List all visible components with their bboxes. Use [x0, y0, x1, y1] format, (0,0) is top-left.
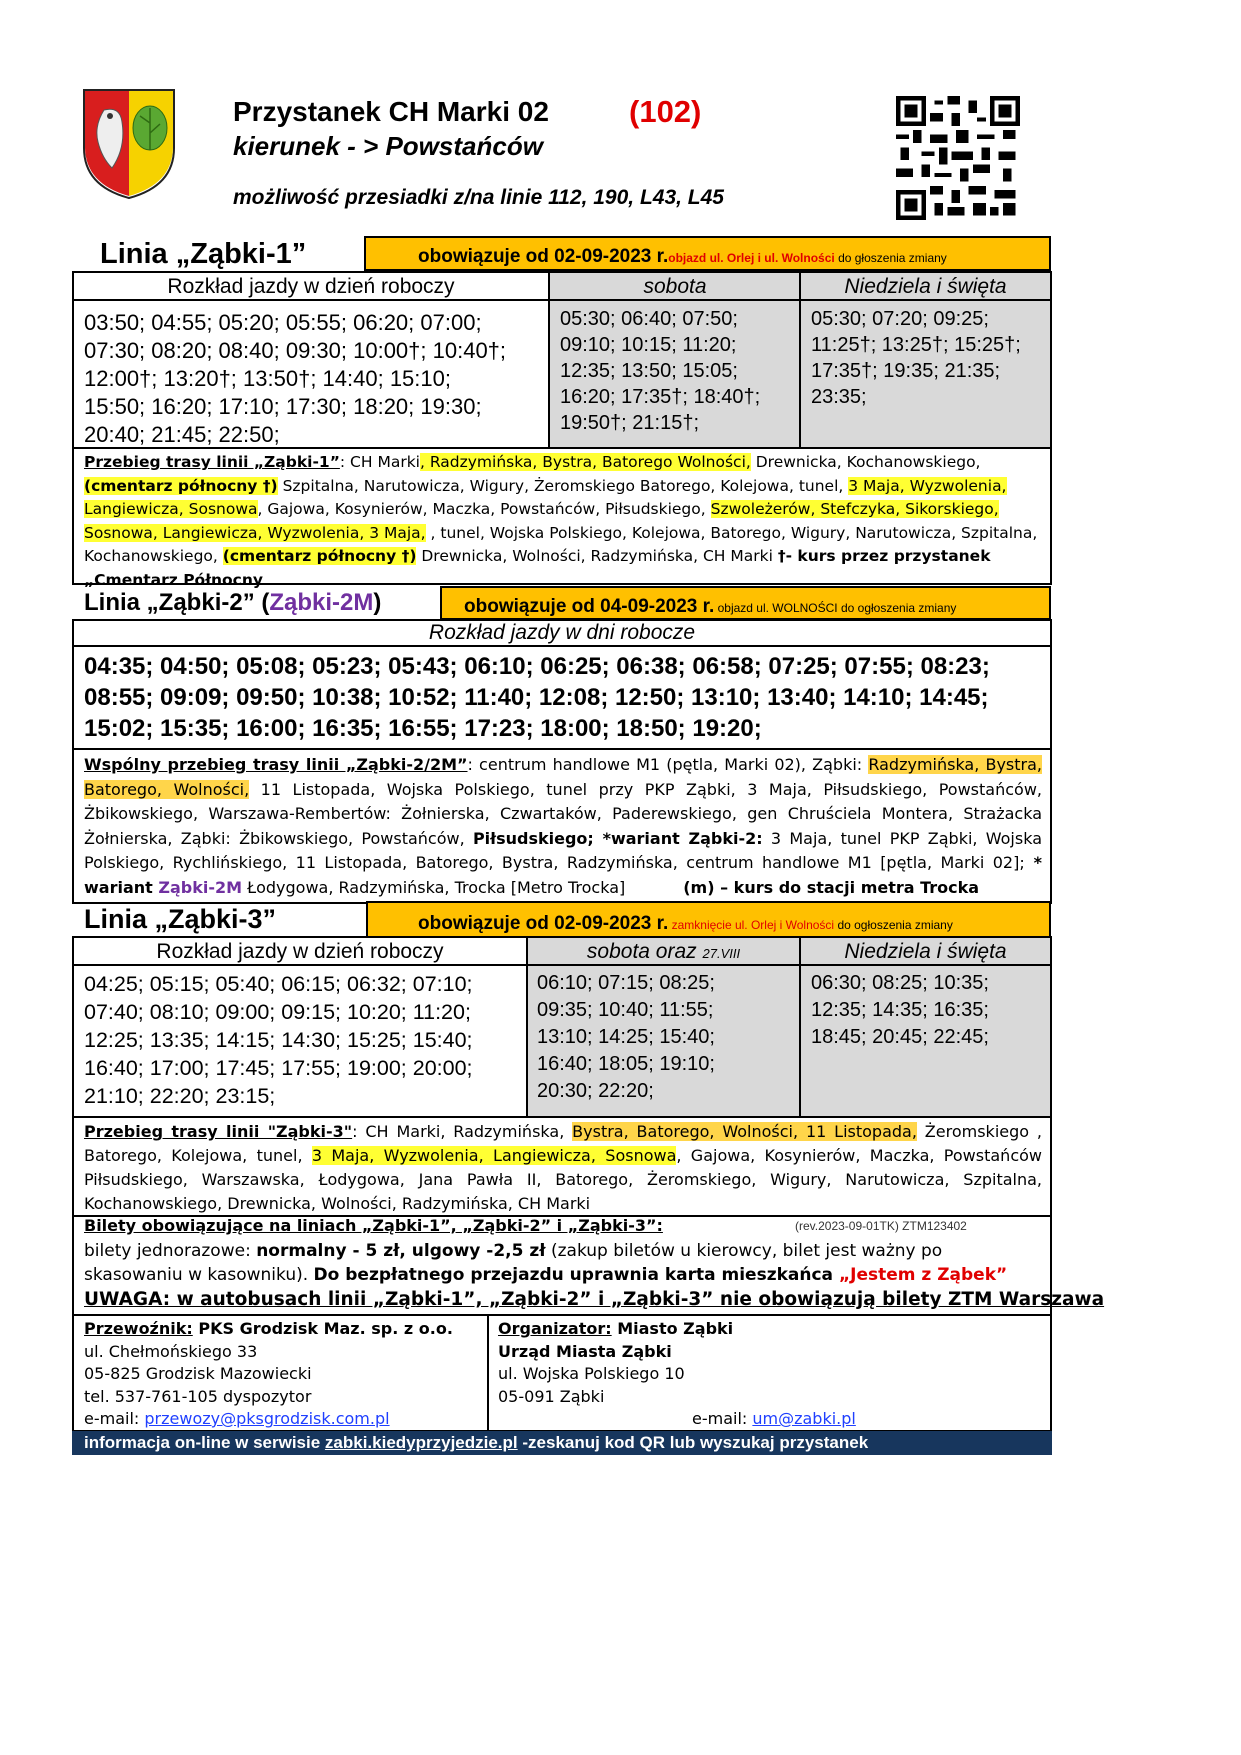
- times-row: 06:10; 07:15; 08:25;: [537, 972, 715, 994]
- times-row: 07:30; 08:20; 08:40; 09:30; 10:00†; 10:40†;: [84, 338, 507, 363]
- line3-weekday-header: Rozkład jazdy w dzień roboczy: [156, 940, 444, 963]
- route-text: Szpitalna, Narutowicza, Wigury, Żeromskiego Batorego, Kolejowa, tunel,: [277, 476, 849, 495]
- route-footnote: †- kurs przez przystanek „Cmentarz Północny: [84, 547, 991, 589]
- line2-times: [84, 651, 990, 744]
- online-service-link[interactable]: zabki.kiedyprzyjedzie.pl: [324, 1433, 518, 1452]
- coat-of-arms-logo: [82, 88, 176, 200]
- footer-text: informacja on-line w serwisie: [84, 1433, 325, 1452]
- line1-validity-banner: [364, 236, 1051, 271]
- times-row: 18:45; 20:45; 22:45;: [811, 1026, 989, 1048]
- route-text: Drewnicka, Kochanowskiego,: [750, 453, 981, 471]
- line3-valid-tail: do ogłoszenia zmiany: [834, 918, 953, 932]
- tickets-warning: UWAGA: w autobusach linii „Ząbki-1”, „Ząbki-2” i „Ząbki-3” nie obowiązują bilety ZTM Warszawa: [84, 1289, 1105, 1310]
- line2-weekday-header: [74, 621, 1050, 645]
- route-variant-name: Ząbki-2M: [158, 877, 243, 897]
- line2-valid-tail: objazd ul. WOLNOŚCI do ogłoszenia zmiany: [714, 601, 957, 615]
- tickets-text: bilety jednorazowe:: [84, 1241, 257, 1261]
- stop-title: Przystanek CH Marki 02: [233, 96, 549, 127]
- route-text: , Gajowa, Kosynierów, Maczka, Powstańców, Piłsudskiego,: [257, 500, 711, 518]
- line2-weekday-label: Rozkład jazdy w dni robocze: [428, 621, 696, 644]
- route-highlight: , Radzymińska, Bystra, Batorego Wolności,: [419, 453, 751, 471]
- times-row: 15:50; 16:20; 17:10; 17:30; 18:20; 19:30;: [84, 394, 482, 419]
- times-row: 12:35; 14:35; 16:35;: [811, 999, 989, 1021]
- route-text: : centrum handlowe M1 (pętla, Marki 02), Ząbki:: [467, 755, 869, 774]
- line1-saturday-times: [560, 306, 760, 436]
- line2-valid-date: obowiązuje od 04-09-2023: [464, 596, 703, 617]
- carrier-label: Przewoźnik:: [84, 1319, 193, 1338]
- line3-sunday-header: [801, 940, 1050, 964]
- route-highlight: Radzymińska, Bystra, Batorego, Wolności,: [84, 755, 1042, 799]
- direction: kierunek - > Powstańców: [233, 131, 543, 161]
- tickets-heading: Bilety obowiązujące na liniach „Ząbki-1”, „Ząbki-2” i „Ząbki-3”:: [84, 1216, 663, 1235]
- line2-route-label: Wspólny przebieg trasy linii „Ząbki-2/2M”: [84, 755, 468, 774]
- line1-saturday-header: [550, 275, 800, 299]
- line3-saturday-label: sobota oraz: [586, 940, 703, 963]
- times-row: 12:00†; 13:20†; 13:50†; 14:40; 15:10;: [84, 366, 451, 391]
- times-row: 08:55; 09:09; 09:50; 10:38; 10:52; 11:40; 12:08; 12:50; 13:10; 13:40; 14:10; 14:45;: [84, 684, 989, 711]
- times-row: 03:50; 04:55; 05:20; 05:55; 06:20; 07:00;: [84, 310, 482, 335]
- line1-sunday-header: [801, 275, 1050, 299]
- organizer-email-link[interactable]: um@zabki.pl: [752, 1409, 856, 1428]
- organizer-label: Organizator:: [498, 1319, 612, 1338]
- route-highlight: (cmentarz północny †): [84, 476, 278, 495]
- transfer-info: możliwość przesiadki z/na linie 112, 190, L43, L45: [233, 186, 724, 209]
- line1-sunday-label: Niedziela i święta: [844, 275, 1007, 298]
- times-row: 09:35; 10:40; 11:55;: [537, 999, 714, 1021]
- route-text: Drewnicka, Wolności, Radzymińska, CH Marki: [416, 547, 778, 565]
- route-text: 11 Listopada, Wojska Polskiego, tunel przy PKP Ząbki, 3 Maja, Piłsudskiego, Powstańców, Żbikowskiego, Warszawa-Rembertów: Żołnierska, Czwartaków, Paderewskiego, gen Chruściela Montera, Strażacka Żołnierska, Ząbki: Żbikowskiego, Powstańców,: [84, 779, 1042, 848]
- carrier-phone: tel. 537-761-105 dyspozytor: [84, 1386, 312, 1406]
- carrier-email-label: e-mail:: [84, 1409, 145, 1428]
- line3-valid-date: obowiązuje od 02-09-2023: [418, 913, 657, 934]
- online-info-bar: [72, 1431, 1052, 1455]
- line2-title: [84, 589, 381, 617]
- route-text: , tunel, Wojska Polskiego, Kolejowa, Batorego, Wigury, Narutowicza, Szpitalna, Kochanowskiego,: [84, 523, 1038, 565]
- line3-valid-r: r.: [656, 913, 669, 934]
- organizer-city: 05-091 Ząbki: [498, 1386, 605, 1406]
- line3-sunday-label: Niedziela i święta: [844, 940, 1007, 963]
- times-row: 05:30; 07:20; 09:25;: [811, 308, 989, 330]
- organizer-name: Miasto Ząbki: [611, 1319, 734, 1338]
- times-row: 11:25†; 13:25†; 15:25†;: [811, 334, 1021, 356]
- route-variant: Piłsudskiego; *wariant Ząbki-2:: [472, 828, 763, 848]
- times-row: 04:25; 05:15; 05:40; 06:15; 06:32; 07:10;: [84, 972, 473, 996]
- carrier-info: [84, 1318, 453, 1431]
- carrier-name: PKS Grodzisk Maz. sp. z o.o.: [192, 1319, 453, 1338]
- line1-weekday-header: Rozkład jazdy w dzień roboczy: [167, 275, 455, 298]
- route-text: Łodygowa, Radzymińska, Trocka [Metro Trocka]: [242, 877, 626, 897]
- carrier-email-link[interactable]: przewozy@pksgrodzisk.com.pl: [144, 1409, 390, 1428]
- line3-route: [84, 1120, 1042, 1216]
- stop-code: (102): [629, 94, 702, 129]
- times-row: 16:40; 18:05; 19:10;: [537, 1053, 715, 1075]
- times-row: 19:50†; 21:15†;: [560, 412, 700, 434]
- times-row: 23:35;: [811, 386, 867, 408]
- tickets-free-ride: Do bezpłatnego przejazdu uprawnia karta mieszkańca: [313, 1265, 839, 1285]
- line1-valid-detour: objazd ul. Orlej i ul. Wolności: [668, 251, 835, 265]
- tickets-revision: (rev.2023-09-01TK) ZTM123402: [795, 1219, 967, 1233]
- times-row: 20:40; 21:45; 22:50;: [84, 422, 280, 447]
- line1-valid-r: r.: [656, 246, 669, 267]
- line2-title-variant: Ząbki-2M: [269, 589, 374, 616]
- route-text: Żeromskiego , Batorego, Kolejowa, tunel,: [84, 1122, 1042, 1165]
- route-highlight: 3 Maja, Wyzwolenia, Langiewicza, Sosnowa: [311, 1146, 677, 1165]
- footer-text: -zeskanuj kod QR lub wyszukaj przystanek: [517, 1433, 869, 1452]
- line3-sunday-times: [811, 970, 989, 1051]
- line3-saturday-header: [528, 940, 799, 964]
- organizer-email-label: e-mail:: [692, 1409, 753, 1428]
- route-highlight: Bystra, Batorego, Wolności, 11 Listopada,: [572, 1122, 917, 1141]
- line3-route-label: Przebieg trasy linii "Ząbki-3": [84, 1122, 353, 1141]
- route-text: , Gajowa, Kosynierów, Maczka, Powstańców Piłsudskiego, Warszawska, Łodygowa, Jana Pawła II, Batorego, Żeromskiego, Wigury, Narutowicza, Szpitalna, Kochanowskiego, Drewnicka, Wolności, Radzymińska, CH Marki: [84, 1146, 1042, 1213]
- line1-route: [84, 451, 1042, 592]
- route-highlight: (cmentarz północny †): [222, 547, 417, 565]
- line2-valid-r: r.: [702, 596, 715, 617]
- organizer-street: ul. Wojska Polskiego 10: [498, 1364, 685, 1383]
- line1-route-label: Przebieg trasy linii „Ząbki-1”: [84, 453, 340, 471]
- line1-title: Linia „Ząbki-1”: [100, 238, 307, 270]
- line3-title: Linia „Ząbki-3”: [84, 904, 277, 934]
- times-row: 09:10; 10:15; 11:20;: [560, 334, 737, 356]
- times-row: 16:40; 17:00; 17:45; 17:55; 19:00; 20:00;: [84, 1056, 473, 1080]
- route-footnote: (m) – kurs do stacji metra Trocka: [683, 877, 980, 897]
- line2-title-c: ): [373, 589, 382, 616]
- times-row: 17:35†; 19:35; 21:35;: [811, 360, 1001, 382]
- times-row: 16:20; 17:35†; 18:40†;: [560, 386, 761, 408]
- organizer-office: Urząd Miasta Ząbki: [498, 1341, 672, 1361]
- line1-saturday-label: sobota: [643, 275, 707, 298]
- line3-weekday-times: [84, 970, 473, 1110]
- route-text: : CH Marki: [339, 453, 420, 471]
- line3-valid-closure: zamknięcie ul. Orlej i Wolności: [668, 918, 835, 932]
- route-variant: * wariant: [84, 853, 1043, 897]
- times-row: 21:10; 22:20; 23:15;: [84, 1084, 276, 1108]
- tickets-text: (zakup biletów u kierowcy, bilet jest ważny po skasowaniu w kasowniku).: [84, 1241, 943, 1285]
- line1-valid-tail: do głoszenia zmiany: [834, 251, 947, 265]
- route-text: : CH Marki, Radzymińska,: [352, 1122, 573, 1141]
- resident-card-name: „Jestem z Ząbek”: [838, 1265, 1008, 1285]
- times-row: 06:30; 08:25; 10:35;: [811, 972, 989, 994]
- route-highlight: 3 Maja, Wyzwolenia, Langiewicza, Sosnowa: [84, 476, 1007, 518]
- tickets-prices: normalny - 5 zł, ulgowy -2,5 zł: [256, 1241, 546, 1261]
- line2-route: [84, 753, 1042, 900]
- organizer-info: [498, 1318, 856, 1431]
- times-row: 12:35; 13:50; 15:05;: [560, 360, 738, 382]
- carrier-city: 05-825 Grodzisk Mazowiecki: [84, 1364, 312, 1383]
- line3-saturday-extra: 27.VIII: [702, 946, 741, 961]
- line1-valid-date: obowiązuje od 02-09-2023: [418, 246, 657, 267]
- times-row: 13:10; 14:25; 15:40;: [537, 1026, 715, 1048]
- times-row: 20:30; 22:20;: [537, 1080, 654, 1102]
- route-highlight: Szwoleżerów, Stefczyka, Sikorskiego, Sosnowa, Langiewicza, Wyzwolenia, 3 Maja,: [84, 500, 999, 542]
- qr-code: [896, 96, 1020, 220]
- times-row: 12:25; 13:35; 14:15; 14:30; 15:25; 15:40;: [84, 1028, 473, 1052]
- tickets-info: [84, 1239, 1042, 1287]
- route-text: 3 Maja, tunel PKP Ząbki, Wojska Polskiego, Rychlińskiego, 11 Listopada, Batorego, Bystra, Radzymińska, centrum handlowe M1 [pętla, Marki 02];: [84, 828, 1042, 872]
- line2-validity-banner: [440, 586, 1051, 620]
- times-row: 15:02; 15:35; 16:00; 16:35; 16:55; 17:23; 18:00; 18:50; 19:20;: [84, 715, 762, 742]
- line2-title-a: Linia „Ząbki-2” (: [84, 589, 270, 616]
- line3-saturday-times: [537, 970, 715, 1105]
- times-row: 05:30; 06:40; 07:50;: [560, 308, 738, 330]
- carrier-street: ul. Chełmońskiego 33: [84, 1341, 258, 1361]
- line3-validity-banner: [366, 901, 1051, 938]
- times-row: 04:35; 04:50; 05:08; 05:23; 05:43; 06:10; 06:25; 06:38; 06:58; 07:25; 07:55; 08:23;: [84, 653, 990, 680]
- times-row: 07:40; 08:10; 09:00; 09:15; 10:20; 11:20;: [84, 1000, 471, 1024]
- line1-sunday-times: [811, 306, 1021, 410]
- line1-weekday-times: [84, 309, 506, 449]
